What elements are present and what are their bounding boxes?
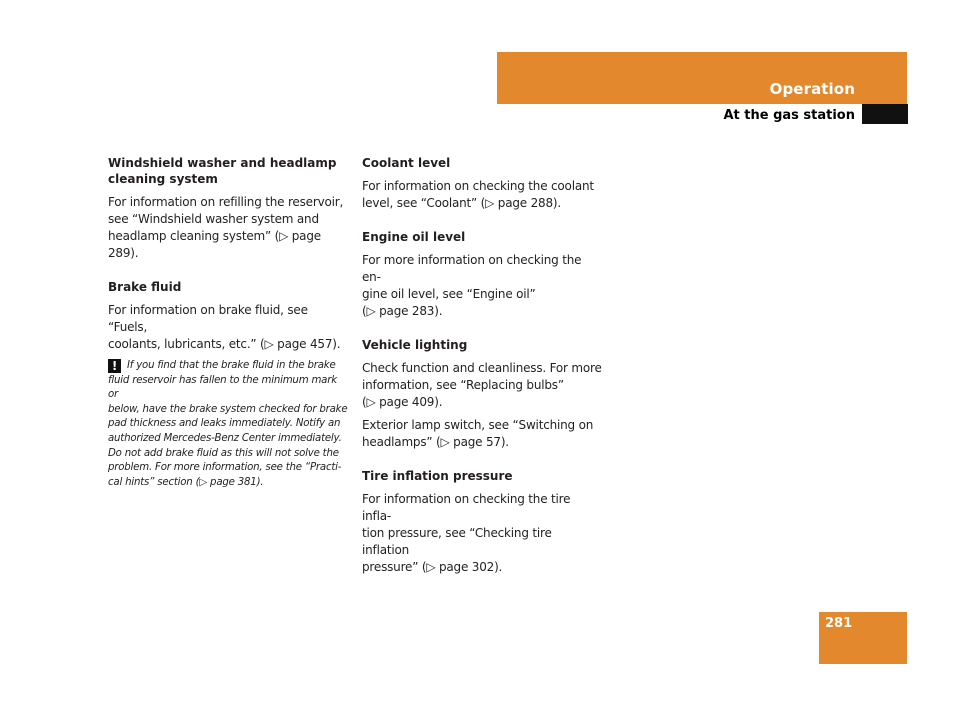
text-line: gine oil level, see “Engine oil” [362,287,536,301]
windshield-body [108,194,348,262]
windshield-heading-line: cleaning system [108,172,218,186]
text-line: pad thickness and leaks immediately. Notify an [108,418,341,430]
coolant-body [362,178,602,212]
brake-fluid-body [108,302,348,353]
text-line: information, see “Replacing bulbs” [362,378,564,392]
lamp-switch-body [362,417,602,451]
subsection-title: At the gas station [723,108,855,123]
text-line: below, have the brake system checked for brake [108,403,348,415]
text-line: cal hints” section (▷ page 381). [108,476,264,488]
tire-pressure-heading: Tire inflation pressure [362,469,513,483]
engine-oil-body [362,252,602,320]
text-line: For information on checking the tire infla- [362,492,571,523]
windshield-heading [108,155,348,187]
text-line: For information on brake fluid, see “Fuels, [108,303,308,334]
text-line: Exterior lamp switch, see “Switching on [362,418,594,432]
right-column [362,155,602,593]
engine-oil-heading: Engine oil level [362,230,466,244]
text-line: authorized Mercedes-Benz Center immediately. [108,432,342,444]
text-line: headlamps” (▷ page 57). [362,435,509,449]
vehicle-lighting-heading: Vehicle lighting [362,338,468,352]
tire-pressure-body [362,491,602,576]
text-line: For information on refilling the reservoir, [108,195,344,209]
section-tab-marker [862,104,908,124]
text-line: Check function and cleanliness. For more [362,361,602,375]
section-header-bar [497,52,907,104]
text-line: If you find that the brake fluid in the brake [127,360,336,371]
text-line: tion pressure, see “Checking tire inflation [362,526,552,557]
page-number: 281 [825,616,853,631]
windshield-heading-line: Windshield washer and headlamp [108,156,337,170]
text-line: pressure” (▷ page 302). [362,560,503,574]
warning-icon: ! [108,359,121,373]
text-line: level, see “Coolant” (▷ page 288). [362,196,561,210]
brake-fluid-warning [108,359,348,490]
page-number-box [819,612,907,664]
text-line: Do not add brake fluid as this will not solve the [108,447,339,459]
section-title: Operation [769,80,855,98]
text-line: (▷ page 283). [362,304,443,318]
text-line: (▷ page 409). [362,395,443,409]
left-column [108,155,348,507]
text-line: coolants, lubricants, etc.” (▷ page 457). [108,337,341,351]
vehicle-lighting-body [362,360,602,411]
text-line: headlamp cleaning system” (▷ page 289). [108,229,321,260]
text-line: For information on checking the coolant [362,179,594,193]
text-line: For more information on checking the en- [362,253,582,284]
text-line: fluid reservoir has fallen to the minimum mark or [108,374,337,401]
text-line: see “Windshield washer system and [108,212,319,226]
coolant-heading: Coolant level [362,156,451,170]
text-line: problem. For more information, see the “Practi- [108,462,342,474]
brake-fluid-heading: Brake fluid [108,280,182,294]
